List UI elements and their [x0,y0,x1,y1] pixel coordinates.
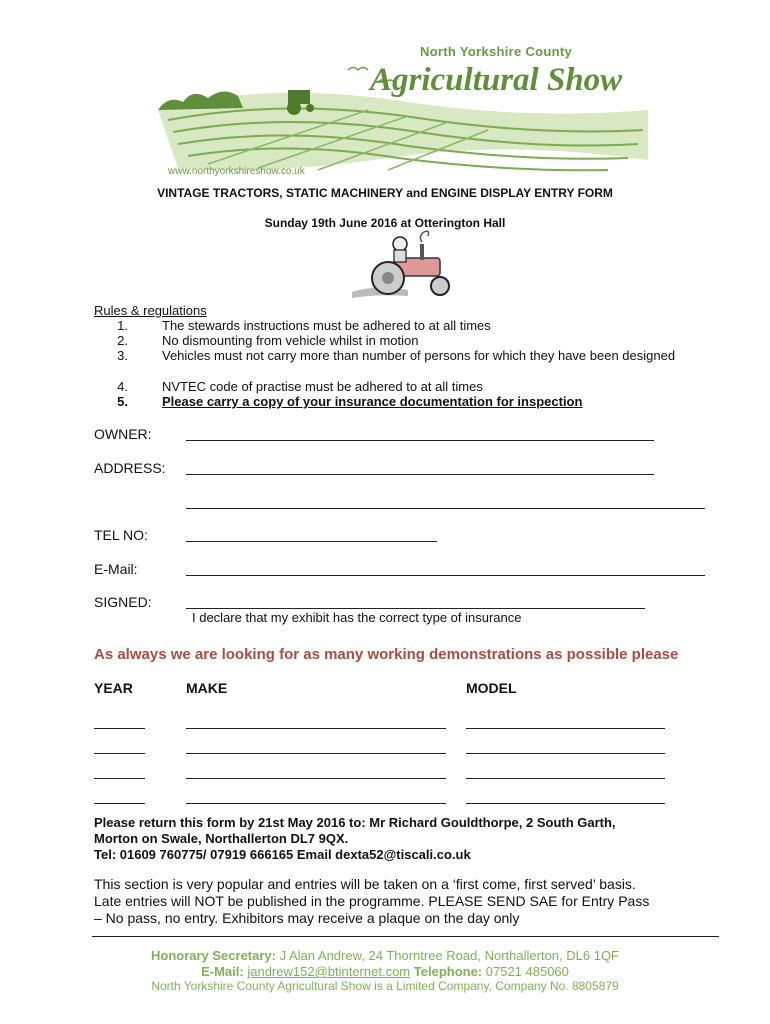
year-field[interactable] [94,728,145,729]
return-line: Morton on Swale, Northallerton DL7 9QX. [94,831,349,846]
show-logo [148,40,660,185]
model-field[interactable] [466,778,665,779]
owner-label: OWNER: [94,426,152,442]
address-label: ADDRESS: [94,460,166,476]
year-field[interactable] [94,778,145,779]
make-column-header: MAKE [186,680,228,696]
demonstrations-note: As always we are looking for as many working demonstrations as possible please [94,646,679,663]
logo-url: www.northyorkshireshow.co.uk [168,166,305,177]
footer-divider [92,936,719,937]
email-label: E-Mail: [94,561,138,577]
footer-contact [0,964,770,979]
make-field[interactable] [186,803,446,804]
rule-number: 3. [117,348,128,363]
return-instructions [94,815,694,863]
tel-label: TEL NO: [94,527,148,543]
insurance-declaration: I declare that my exhibit has the correct type of insurance [192,610,522,625]
make-field[interactable] [186,778,446,779]
entry-section-note [94,876,724,927]
logo-county-text: North Yorkshire County [420,44,573,59]
footer-secretary [0,948,770,963]
secretary-label: Honorary Secretary: [150,948,276,963]
rules-heading: Rules & regulations [94,303,207,318]
tel-field[interactable] [186,541,437,542]
logo-show-text: Agricultural Show [370,62,623,98]
rule-item [92,394,692,409]
address-field-line-1[interactable] [186,474,654,475]
year-field[interactable] [94,753,145,754]
rule-text: Vehicles must not carry more than number of persons for which they have been designed [162,348,676,363]
rule-number: 2. [117,333,128,348]
model-field[interactable] [466,803,665,804]
rule-item [92,333,692,348]
rule-item [92,348,692,378]
owner-field[interactable] [186,440,654,441]
rule-text: Please carry a copy of your insurance documentation for inspection [162,394,583,409]
note-line: – No pass, no entry. Exhibitors may receive a plaque on the day only [94,910,520,926]
phone-label: Telephone: [413,964,483,979]
make-field[interactable] [186,728,446,729]
form-title: VINTAGE TRACTORS, STATIC MACHINERY and ENGINE DISPLAY ENTRY FORM [157,186,613,200]
rule-text: The stewards instructions must be adhered to at all times [162,318,491,333]
note-line: This section is very popular and entries will be taken on a ‘first come, first served’ basis. [94,876,636,892]
rule-number: 4. [117,379,128,394]
rule-item [92,318,692,333]
secretary-address: J Alan Andrew, 24 Thorntree Road, Northallerton, DL6 1QF [275,948,619,963]
secretary-email-link[interactable]: jandrew152@btinternet.com [247,964,411,979]
email-contact-label: E-Mail: [201,964,244,979]
return-line: Tel: 01609 760775/ 07919 666165 Email dexta52@tiscali.co.uk [94,847,471,862]
rule-text: NVTEC code of practise must be adhered to at all times [162,379,483,394]
make-field[interactable] [186,753,446,754]
rule-number: 5. [117,394,128,409]
rule-item [92,379,692,394]
rule-number: 1. [117,318,128,333]
return-line: Please return this form by 21st May 2016 to: Mr Richard Gouldthorpe, 2 South Garth, [94,815,616,830]
model-field[interactable] [466,728,665,729]
phone-number: 07521 485060 [482,964,569,979]
tractor-icon [348,228,464,302]
note-line: Late entries will NOT be published in the programme. PLEASE SEND SAE for Entry Pass [94,893,650,909]
email-field[interactable] [186,575,705,576]
year-column-header: YEAR [94,680,133,696]
signed-label: SIGNED: [94,594,152,610]
model-column-header: MODEL [466,680,517,696]
year-field[interactable] [94,803,145,804]
address-field-line-2[interactable] [186,508,705,509]
rule-text: No dismounting from vehicle whilst in motion [162,333,419,348]
signature-field[interactable] [186,608,645,609]
company-info: North Yorkshire County Agricultural Show is a Limited Company, Company No. 8805879 [151,979,619,993]
model-field[interactable] [466,753,665,754]
event-date: Sunday 19th June 2016 at Otterington Hall [264,216,506,230]
